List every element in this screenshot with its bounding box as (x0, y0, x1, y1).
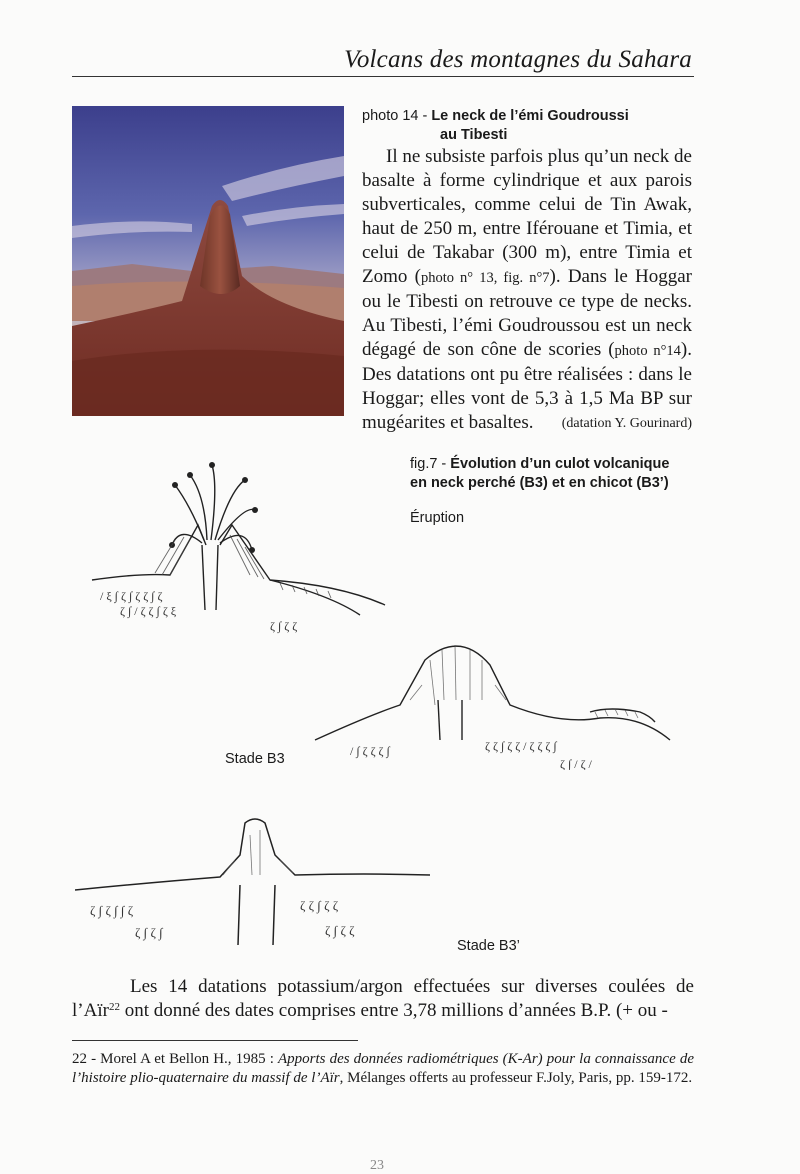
label-stade-b3: Stade B3 (225, 751, 285, 767)
page-number: 23 (370, 1158, 384, 1173)
drawing-stade-b3 (310, 630, 685, 770)
svg-text:ζ ∫ ζ ζ: ζ ∫ ζ ζ (270, 619, 298, 633)
svg-text:/ ξ ∫ ζ ∫ ζ ζ ∫ ζ: / ξ ∫ ζ ∫ ζ ζ ∫ ζ (100, 589, 163, 603)
body-text-b: ). Dans le Hoggar ou le Tibesti on retrouve ce type de necks. Au Tibesti, l’émi Goudroussou est un neck dégagé de son cône de scories ( (362, 266, 692, 360)
svg-text:ζ ζ ∫ ζ ζ: ζ ζ ∫ ζ ζ (300, 898, 339, 913)
svg-text:ζ ∫ / ζ /: ζ ∫ / ζ / (560, 757, 592, 770)
fig7-caption (410, 455, 710, 493)
photo-caption-title-1: Le neck de l’émi Goudroussi (431, 108, 629, 124)
body-paragraph (362, 145, 692, 435)
footnote-number: 22 (72, 1051, 87, 1067)
body-ref-photo13: photo n° 13, fig. n°7 (420, 270, 550, 286)
body-ref-photo14: photo n°14 (614, 343, 681, 359)
bottom-paragraph (72, 975, 694, 1023)
fig7-caption-title-1: Évolution d’un culot volcanique (450, 456, 670, 472)
svg-text:ζ ∫ ζ ∫: ζ ∫ ζ ∫ (135, 925, 163, 940)
footnote-rest: , Mélanges offerts au professeur F.Joly, Paris, pp. 159-172. (339, 1070, 693, 1086)
label-stade-b3-prime: Stade B3’ (457, 938, 520, 954)
fig7-caption-number: fig.7 - (410, 456, 451, 472)
label-eruption: Éruption (410, 510, 465, 526)
photo-caption-title-2: au Tibesti (440, 127, 508, 143)
photo-caption (362, 107, 692, 145)
drawing-stade-b3-prime (75, 815, 435, 950)
footnote-rule (72, 1040, 358, 1041)
bottom-text-a: Les 14 datations potassium/argon effectuées sur diverses coulées de l’Aïr (72, 976, 694, 1021)
svg-text:ζ ζ ∫ ζ ζ / ζ ζ ζ ∫: ζ ζ ∫ ζ ζ / ζ ζ ζ ∫ (485, 739, 557, 753)
svg-text:ζ ∫ / ζ ζ ∫ ζ ξ: ζ ∫ / ζ ζ ∫ ζ ξ (120, 604, 177, 618)
footnote-authors: - Morel A et Bellon H., 1985 : (87, 1051, 278, 1067)
header-rule (72, 76, 694, 77)
bottom-text-b: ont donné des dates comprises entre 3,78 millions d’années B.P. (+ ou - (119, 1000, 668, 1021)
photo-image (72, 106, 344, 416)
svg-text:ζ ∫ ζ ∫ ∫ ζ: ζ ∫ ζ ∫ ∫ ζ (90, 903, 134, 918)
footnote-22 (72, 1050, 694, 1088)
drawing-eruption (80, 455, 400, 640)
footnote-reference[interactable]: 22 (108, 1001, 120, 1013)
photo-neck-emi-goudroussi (72, 106, 344, 416)
photo-caption-number: photo 14 - (362, 108, 432, 124)
svg-text:ζ ∫ ζ ζ: ζ ∫ ζ ζ (325, 923, 355, 938)
fig7-caption-title-2: en neck perché (B3) et en chicot (B3’) (410, 475, 669, 491)
dating-credit: (datation Y. Gourinard) (561, 416, 692, 431)
running-header: Volcans des montagnes du Sahara (344, 46, 692, 73)
footnote-title: Apports des données radiométriques (K-Ar) pour la connaissance de l’histoire plio-quaternaire du massif de l’Aïr (72, 1051, 694, 1086)
svg-text:/ ∫ ζ ζ ζ ∫: / ∫ ζ ζ ζ ∫ (350, 744, 390, 758)
body-text-a: Il ne subsiste parfois plus qu’un neck de basalte à forme cylindrique et aux parois subverticales, comme celui de Tin Awak, haut de 250 m, entre Iférouane et Timia, et celui de Takabar (300 m), entre Timia et Zomo ( (362, 146, 692, 287)
body-text-c: ). Des datations ont pu être réalisées : dans le Hoggar; elles vont de 5,3 à 1,5 Ma BP sur mugéarites et basaltes. (362, 339, 692, 433)
